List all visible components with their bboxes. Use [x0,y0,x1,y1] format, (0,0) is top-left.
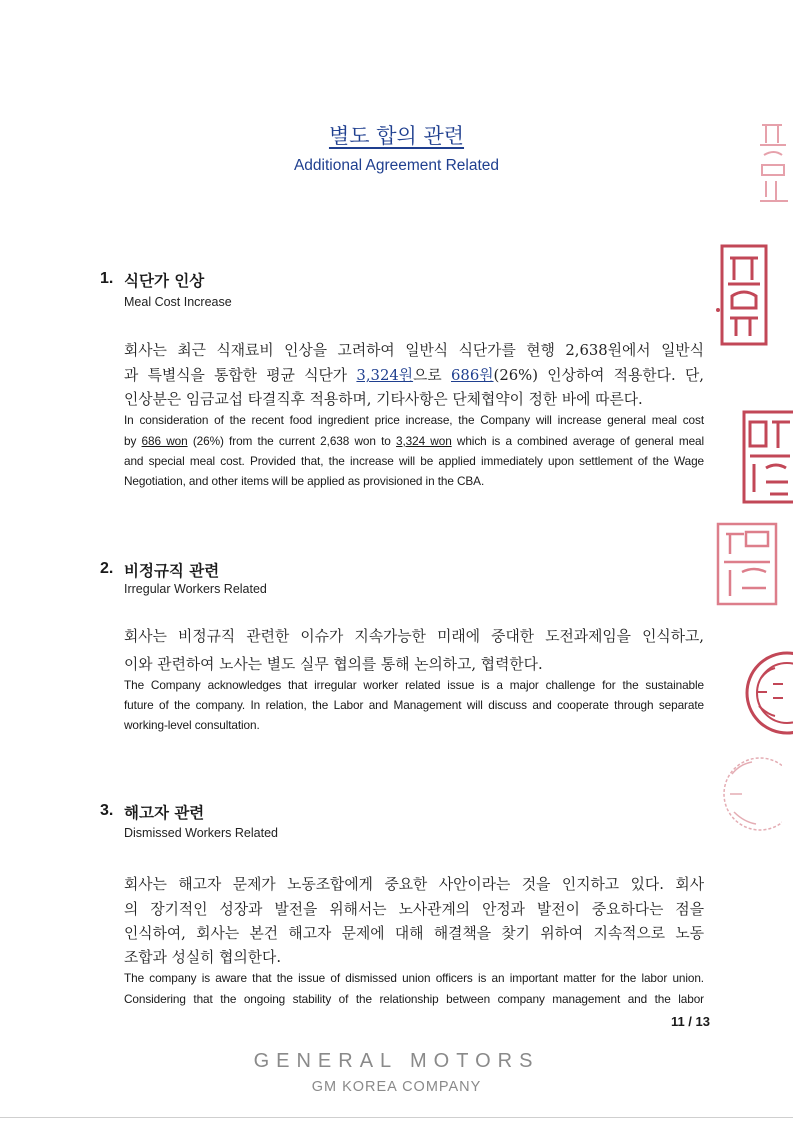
section-1-en-line: and special meal cost. Provided that, the increase will be applied immediately upon settlement of the Wage [124,454,704,468]
section-3-en-line: Considering that the ongoing stability of the relationship between company management and the labor [124,992,704,1006]
seal-stamp-icon [752,115,793,210]
section-1-subtitle: Meal Cost Increase [124,295,232,309]
section-1-en-line: In consideration of the recent food ingredient price increase, the Company will increase general meal cost [124,413,704,427]
section-3-ko-line: 의 장기적인 성장과 발전을 위해서는 노사관계의 안정과 발전이 중요하다는 점을 [124,901,704,918]
page-subtitle: Additional Agreement Related [293,157,500,174]
text-run: 으로 [413,367,451,384]
section-3-en-line: The company is aware that the issue of dismissed union officers is an important matter for the labor union. [124,971,704,985]
text-run: 과 특별식을 통합한 평균 식단가 [124,367,357,384]
underline-increase: 686 won [141,434,188,448]
highlight-new-price: 3,324원 [356,367,414,384]
text-run: (26%) 인상하여 적용한다. 단, [493,367,704,384]
section-2-ko-line: 회사는 비정규직 관련한 이슈가 지속가능한 미래에 중대한 도전과제임을 인식하고, [124,628,704,645]
section-2-en-line: working-level consultation. [124,718,260,732]
text-run: by [124,434,142,448]
section-3-ko-line: 조합과 성실히 협의한다. [124,949,282,966]
seal-stamp-icon [712,518,782,610]
brand-logo-text: GENERAL MOTORS [253,1050,540,1072]
section-2-ko-line: 이와 관련하여 노사는 별도 실무 협의를 통해 논의하고, 협력한다. [124,656,543,673]
section-2-title: 비정규직 관련 [124,562,220,580]
section-2-number: 2. [100,560,114,577]
section-2-en-line: The Company acknowledges that irregular worker related issue is a major challenge for the sustainable [124,678,704,692]
company-seal-icon [735,648,793,738]
section-1-en-line: Negotiation, and other items will be applied as provisioned in the CBA. [124,474,485,488]
page-number: 11 / 13 [670,1014,710,1029]
highlight-increase: 686원 [451,367,494,384]
section-1-ko-line: 인상분은 임금교섭 타결직후 적용하며, 기타사항은 단체협약이 정한 바에 따른다. [124,391,643,408]
section-2-en-line: future of the company. In relation, the Labor and Management will discuss and cooperate through separate [124,698,704,712]
page-title: 별도 합의 관련 [328,124,465,148]
bottom-divider [0,1117,793,1118]
section-1-title: 식단가 인상 [124,272,205,290]
section-3-subtitle: Dismissed Workers Related [124,826,278,840]
section-3-ko-line: 인식하여, 회사는 본건 해고자 문제에 대해 해결책을 찾기 위하여 지속적으로 노동 [124,925,704,942]
company-seal-icon [712,748,782,838]
seal-stamp-icon [712,240,772,352]
text-run: which is a combined average of general meal [451,434,705,448]
section-3-title: 해고자 관련 [124,804,205,822]
section-1-number: 1. [100,270,114,287]
section-1-ko-line [124,364,704,385]
text-run: (26%) from the current 2,638 won to [187,434,397,448]
section-1-ko-line: 회사는 최근 식재료비 인상을 고려하여 일반식 식단가를 현행 2,638원에서 일반식 [124,342,704,359]
section-3-ko-line: 회사는 해고자 문제가 노동조합에게 중요한 사안이라는 것을 인지하고 있다. 회사 [124,876,704,893]
section-3-number: 3. [100,802,114,819]
section-1-en-line [124,434,704,448]
section-2-subtitle: Irregular Workers Related [124,582,267,596]
brand-subtext: GM KOREA COMPANY [311,1079,482,1095]
seal-stamp-icon [740,408,793,506]
underline-new-price: 3,324 won [396,434,452,448]
